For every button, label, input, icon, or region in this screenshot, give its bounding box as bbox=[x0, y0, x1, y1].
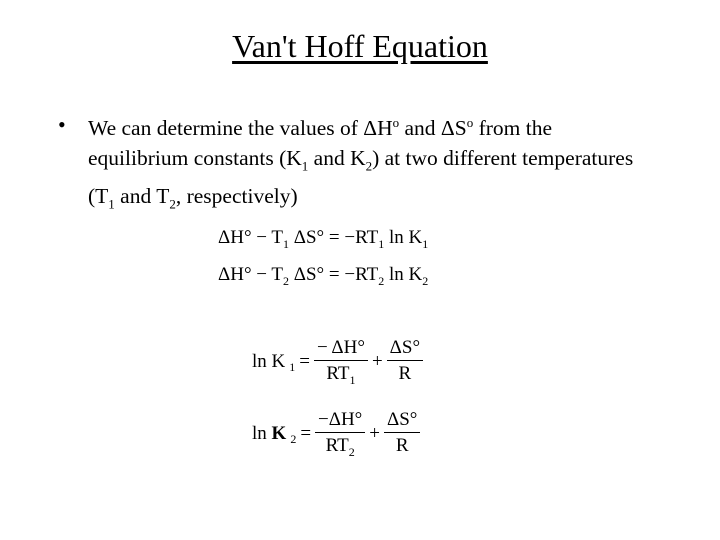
fraction-enthalpy: $\frac{- \Delta H^\circ}{RT_1}$ bbox=[314, 336, 368, 387]
equation-3: ln K $_1$ = $\frac{- \Delta H^\circ}{RT_1}$ + $\frac{\Delta S^\circ}{R}$ bbox=[248, 336, 423, 387]
equation-4: ln K $_2$ = $\frac{-\Delta H^\circ}{RT_2}$ + $\frac{\Delta S^\circ}{R}$ bbox=[248, 408, 420, 459]
slide-title: Van't Hoff Equation bbox=[232, 28, 488, 64]
fraction-enthalpy: $\frac{-\Delta H^\circ}{RT_2}$ bbox=[315, 408, 365, 459]
fraction-entropy: $\frac{\Delta S^\circ}{R}$ bbox=[387, 336, 423, 387]
fraction-entropy: $\frac{\Delta S^\circ}{R}$ bbox=[384, 408, 420, 459]
bullet-text: We can determine the values of $\Delta H^o$ and $\Delta S^o$ from the equilibrium constants ($K_1$ and $K_2$) at two different temperatures ($T_1$ and $T_2$, respectively) bbox=[88, 115, 634, 212]
equation-2: $\Delta H^\circ - T_2$ $\Delta S^\circ = -RT_2$ $\ln K_2$ bbox=[218, 264, 429, 288]
bullet-icon: • bbox=[58, 112, 66, 137]
equation-1: $\Delta H^\circ - T_1$ $\Delta S^\circ = -RT_1$ $\ln K_1$ bbox=[218, 227, 429, 251]
